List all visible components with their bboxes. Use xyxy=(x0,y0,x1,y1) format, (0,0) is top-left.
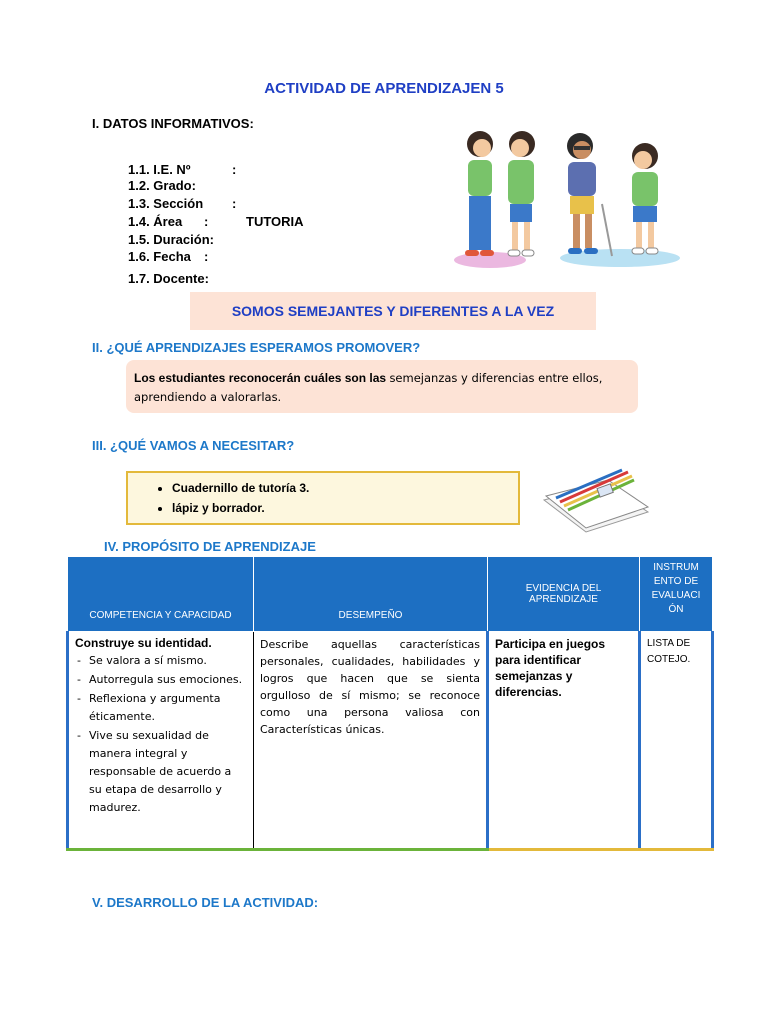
capacidad-item: - Se valora a sí mismo. xyxy=(89,652,247,670)
materials-box xyxy=(126,471,520,525)
section-2-heading: II. ¿QUÉ APRENDIZAJES ESPERAMOS PROMOVER? xyxy=(92,340,421,355)
info-row-ie xyxy=(128,162,237,177)
table-row xyxy=(68,632,713,850)
info-label: 1.7. Docente: xyxy=(128,271,209,286)
desempeno-text: Describe aquellas características personales, cualidades, habilidades y logros que hacen que se sienta orgulloso de sí mismo; se reconoce como una persona valiosa con Características únicas. xyxy=(260,638,480,736)
info-colon: : xyxy=(232,162,237,177)
learning-goal-box xyxy=(126,360,638,413)
info-label: 1.5. Duración: xyxy=(128,232,214,247)
info-colon: : xyxy=(232,196,237,211)
info-label: 1.4. Área xyxy=(128,214,183,229)
info-value: TUTORIA xyxy=(246,214,304,229)
info-label: 1.3. Sección xyxy=(128,196,204,211)
header-instrumento: INSTRUM ENTO DE EVALUACI ÓN xyxy=(640,557,713,632)
material-item: • lápiz y borrador. xyxy=(172,498,518,518)
cell-desempeno xyxy=(254,632,488,850)
capacidades-list xyxy=(75,652,247,817)
table-header-row xyxy=(68,557,713,632)
info-row-duracion xyxy=(128,232,214,247)
section-4-heading: IV. PROPÓSITO DE APRENDIZAJE xyxy=(104,539,316,554)
header-desempeno: DESEMPEÑO xyxy=(254,557,488,632)
page-title: ACTIVIDAD DE APRENDIZAJEN 5 xyxy=(264,80,504,97)
header-evidencia: EVIDENCIA DEL APRENDIZAJE xyxy=(488,557,640,632)
info-label: 1.2. Grado: xyxy=(128,178,196,193)
capacidad-item: - Autorregula sus emociones. xyxy=(89,671,247,689)
materials-list xyxy=(128,478,518,518)
cell-evidencia xyxy=(488,632,640,850)
info-label: 1.1. I.E. Nº xyxy=(128,162,191,177)
learning-goal-text: semejanzas y diferencias entre ellos, aprendiendo a valorarlas. xyxy=(134,371,603,404)
evidencia-text: Participa en juegos para identificar semejanzas y diferencias. xyxy=(495,637,606,699)
material-item: • Cuadernillo de tutoría 3. xyxy=(172,478,518,498)
section-3-heading: III. ¿QUÉ VAMOS A NECESITAR? xyxy=(92,438,295,453)
purpose-table xyxy=(66,556,711,832)
info-row-docente xyxy=(128,271,209,286)
activity-title-banner: SOMOS SEMEJANTES Y DIFERENTES A LA VEZ xyxy=(190,292,596,330)
info-row-area xyxy=(128,214,304,229)
info-label: 1.6. Fecha xyxy=(128,249,191,264)
cell-competencia xyxy=(68,632,254,850)
notebooks-pencils-illustration xyxy=(536,460,656,540)
info-row-fecha xyxy=(128,249,209,264)
capacidad-item: - Reflexiona y argumenta éticamente. xyxy=(89,690,247,726)
children-illustration xyxy=(450,124,680,274)
section-5-heading: V. DESARROLLO DE LA ACTIVIDAD: xyxy=(92,895,319,910)
competencia-title: Construye su identidad. xyxy=(75,636,212,650)
info-row-grado xyxy=(128,178,196,193)
header-competencia: COMPETENCIA Y CAPACIDAD xyxy=(68,557,254,632)
capacidad-item: - Vive su sexualidad de manera integral y responsable de acuerdo a su etapa de desarrollo y madurez. xyxy=(89,727,247,817)
info-row-seccion xyxy=(128,196,237,211)
info-colon: : xyxy=(204,249,209,264)
cell-instrumento xyxy=(640,632,713,850)
learning-goal-text-bold: Los estudiantes reconocerán cuáles son las xyxy=(134,371,390,385)
info-colon: : xyxy=(204,214,209,229)
instrumento-text: LISTA DE COTEJO. xyxy=(647,638,691,665)
section-1-heading: I. DATOS INFORMATIVOS: xyxy=(92,116,254,131)
